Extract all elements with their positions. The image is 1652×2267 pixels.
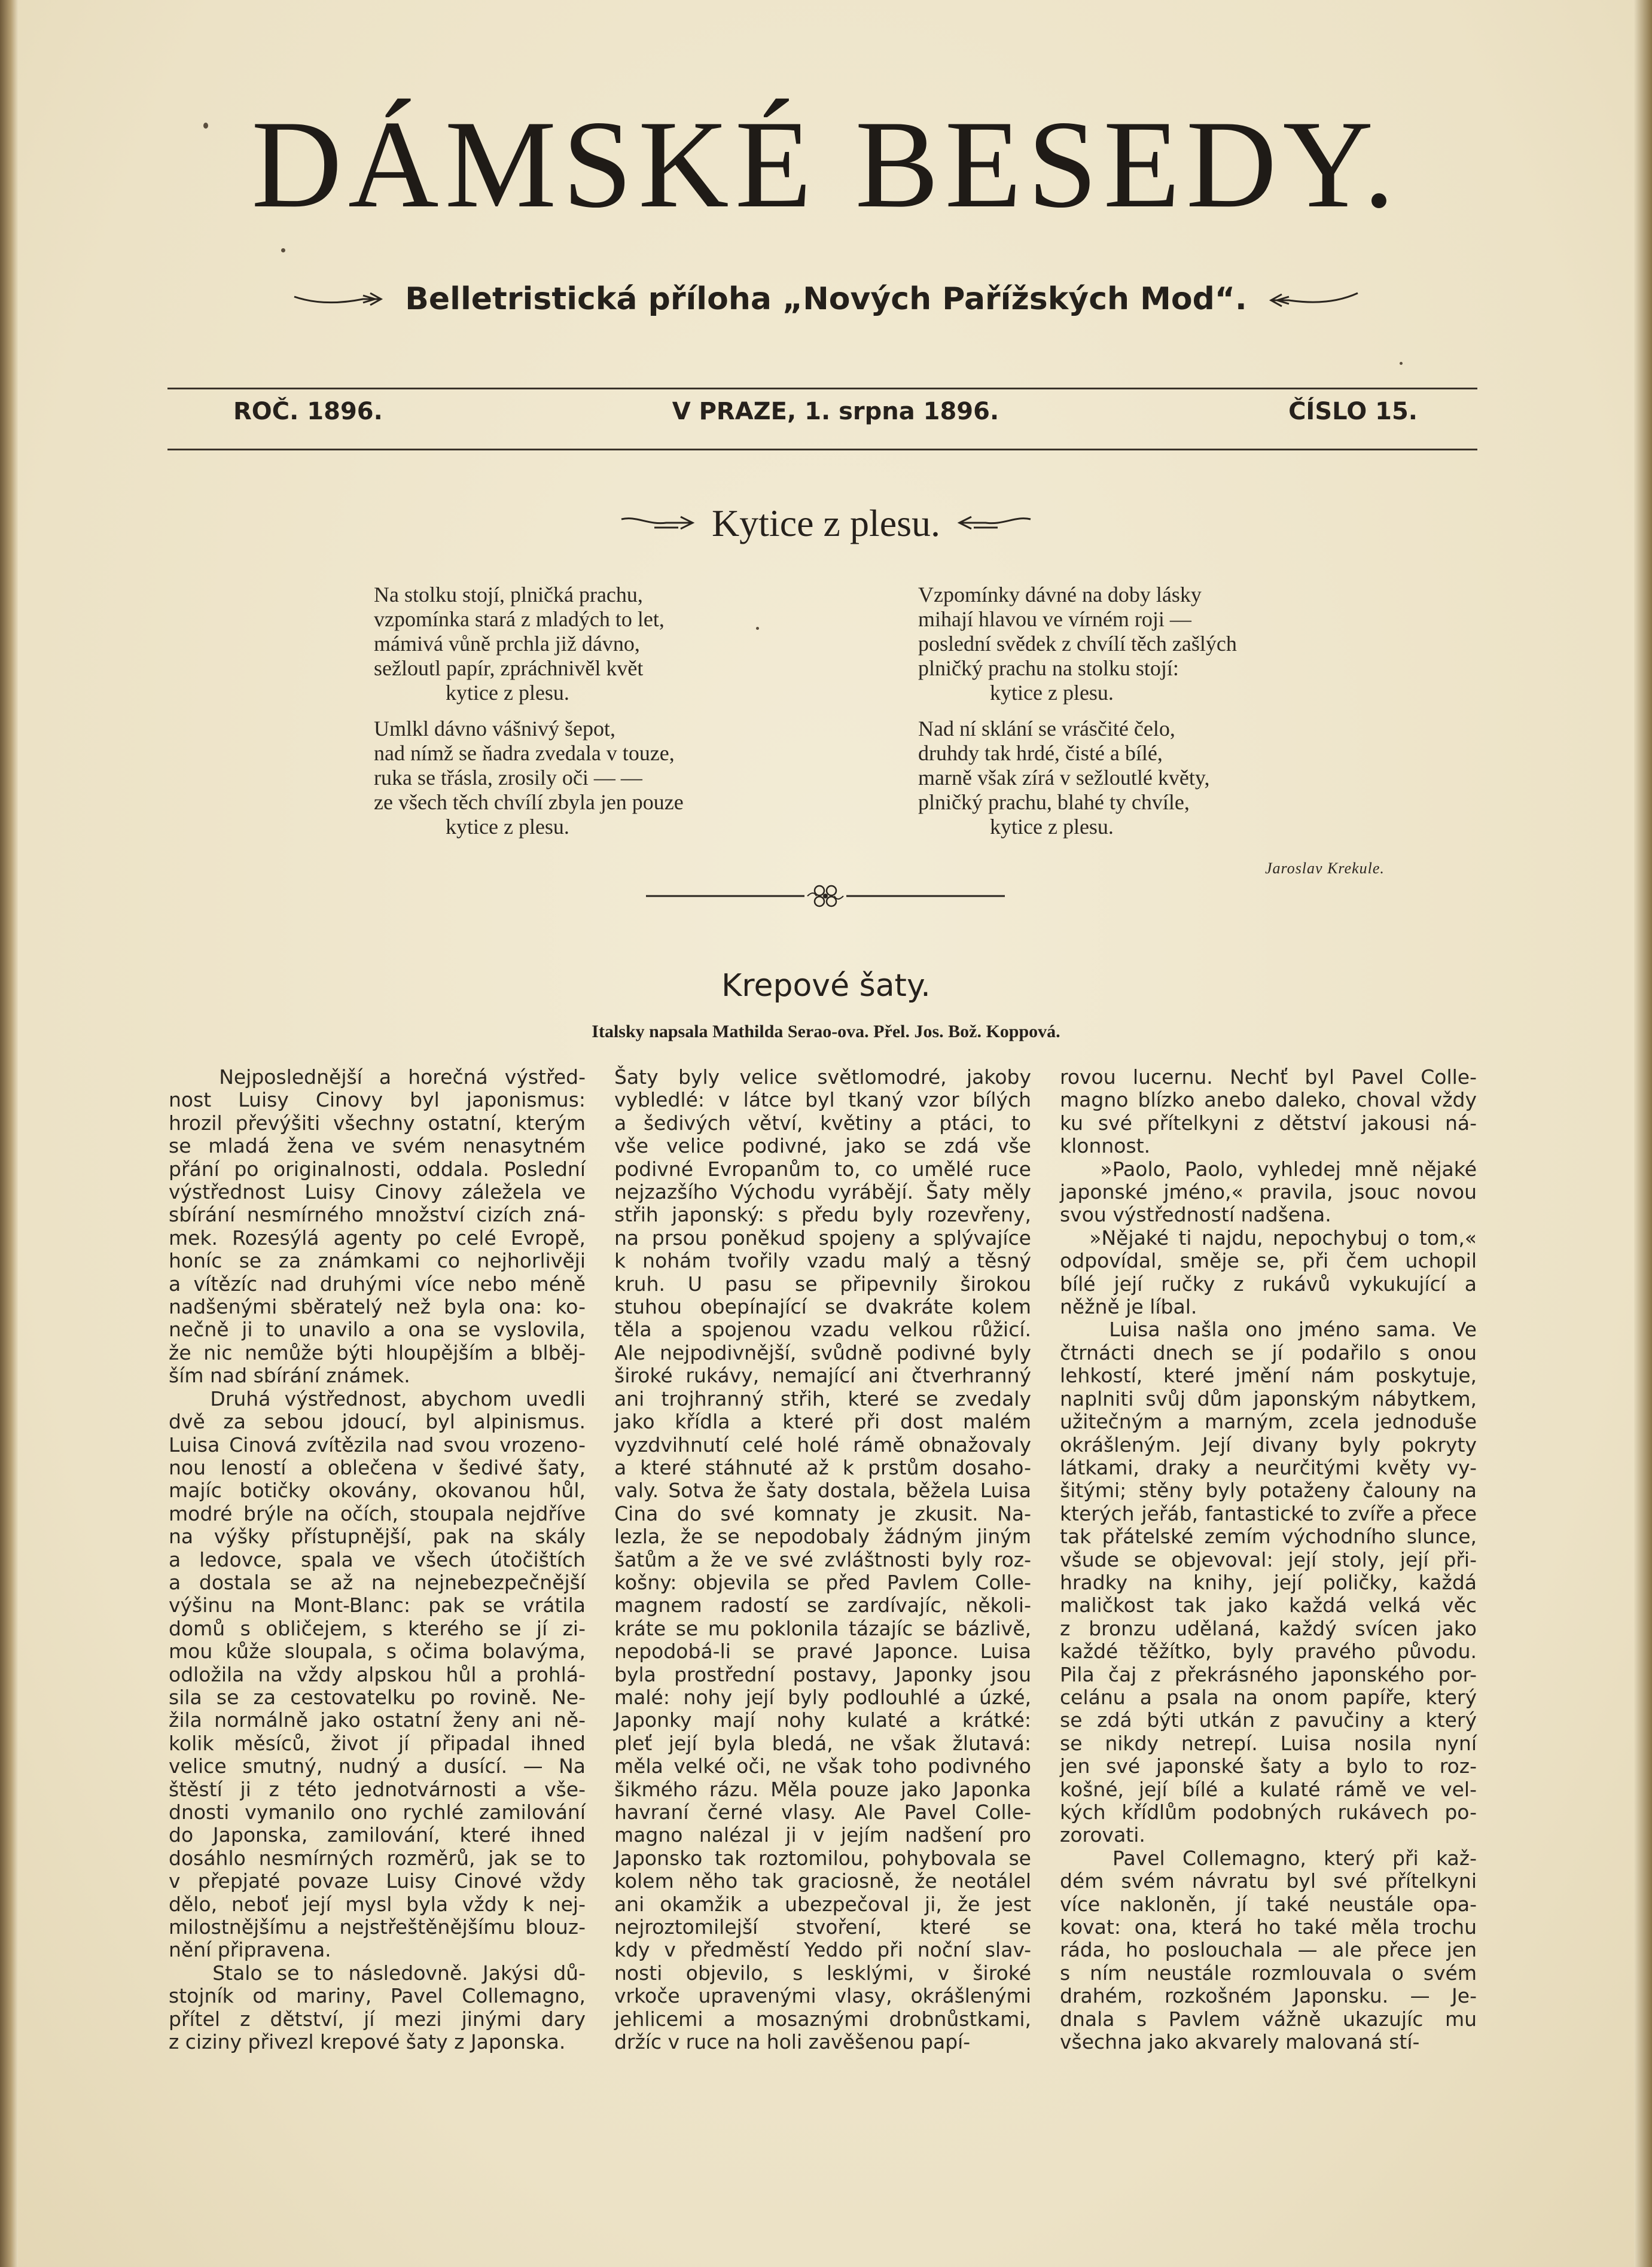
paper-speck [1400,362,1403,365]
story-line: zorovati. [1060,1823,1145,1847]
story-line: ku své přítelkyni z dětství jakousi ná- [1060,1111,1477,1135]
story-line: užitečným a marným, zcela jednoduše [1060,1410,1477,1434]
story-line: nění připravena. [169,1938,331,1962]
story-line: milostnějšímu a nejstřeštěnějšímu blouz- [169,1915,586,1939]
story-line: držíc v ruce na holi zavěšenou papí- [614,2030,971,2054]
story-title: Krepové šaty. [721,968,931,1004]
story-line: látkami, draky a neurčitými květy vy- [1060,1455,1477,1479]
story-line: těla a spojenou vzadu velkou růžicí. [614,1318,1031,1342]
story-line: ráda, ho poslouchala — ale přece jen [1060,1938,1477,1962]
story-line: byla prostřední postavy, Japonky jsou [614,1662,1031,1686]
story-line: všude se objevoval: její stoly, její při- [1060,1547,1477,1571]
left-flourish-icon [291,287,387,311]
story-line: na výšky přístupnější, pak na skály [169,1525,586,1549]
story-line: hradky na knihy, její poličky, každá [1060,1570,1477,1594]
verse-refrain: kytice z plesu. [446,681,569,705]
story-line: japonské jméno,« pravila, jsouc novou [1060,1180,1477,1204]
paper-speck [281,248,285,252]
story-line: každé těžítko, byly pravého původu. [1060,1640,1477,1663]
story-line: a dostala se až na nejnebezpečnější [169,1570,586,1594]
story-line: rovou lucernu. Nechť byl Pavel Colle- [1060,1065,1477,1089]
story-line: nou leností a oblečena v šedivé šaty, [169,1455,586,1479]
story-line: kých křídlům podobných rukávech po- [1060,1800,1477,1824]
right-flourish-icon [1265,287,1361,311]
story-line: magno nalézal ji v jejím nadšení pro [614,1823,1031,1847]
story-line: nečně ji to unavilo a ona se vyslovila, [169,1318,586,1342]
story-line: žila normálně jako ostatní ženy ani ně- [169,1708,586,1732]
story-line: vše velice podivné, jako se zdá vše [614,1134,1031,1158]
story-line: k nohám tvořily vzadu malý a těsný [614,1249,1031,1273]
story-line: střih japonský: s předu byly rozevřeny, [614,1203,1031,1227]
verse-line: Vzpomínky dávné na doby lásky [918,583,1202,607]
story-line: ším nad sbírání známek. [169,1364,410,1388]
story-line: nejroztomilejší stvoření, které se [614,1915,1031,1939]
story-line: a které stáhnuté až k prstům dosaho- [614,1455,1031,1479]
year-label: ROČ. 1896. [233,398,383,425]
story-line: odložila na vždy alpskou hůl a prohlá- [169,1662,586,1686]
story-line: výstřednost Luisy Cinovy záležela ve [169,1180,586,1204]
story-line: pleť její byla bledá, ne však žlutavá: [614,1731,1031,1755]
story-line: »Paolo, Paolo, vyhledej mně nějaké [1060,1157,1477,1181]
story-line: nepodobá-li se pravé Japonce. Luisa [614,1640,1031,1663]
poem-title: Kytice z plesu. [711,502,941,544]
story-line: magno blízko anebo daleko, choval vždy [1060,1088,1477,1112]
story-line: velice smutný, nudný a dusící. — Na [169,1754,586,1778]
story-column-1 [169,1066,586,2053]
story-line: lehkostí, které jmění nám poskytuje, [1060,1364,1477,1388]
story-line: jen své japonské šaty a bylo to roz- [1060,1754,1477,1778]
story-line: něžně je líbal. [1060,1295,1197,1319]
issue-info-row [233,398,1418,425]
story-line: šikmého rázu. Měla pouze jako Japonka [614,1777,1031,1801]
poem-left-flourish-icon [618,513,696,534]
story-line: domů s obličejem, s kterého se jí zi- [169,1616,586,1640]
story-line: honíc se za známkami co nejhorlivěji [169,1249,586,1273]
verse-refrain: kytice z plesu. [446,815,569,839]
story-line: sbírání nesmírného množství cizích zná- [169,1203,586,1227]
story-line: v přepjaté povaze Luisy Cinové vždy [169,1869,586,1893]
story-line: celánu a psala na onom papíře, který [1060,1685,1477,1709]
story-line: sila se za cestovatelku po rovině. Ne- [169,1685,586,1709]
story-line: majíc botičky okovány, okovanou hůl, [169,1479,586,1503]
verse-line: sežloutl papír, zpráchnivěl květ [374,656,644,680]
story-line: měla velké oči, ne však toho podivného [614,1754,1031,1778]
story-byline: Italsky napsala Mathilda Serao-ova. Přel. Jos. Bož. Koppová. [592,1022,1060,1041]
poem-title-row [0,501,1652,546]
story-line: do Japonska, zamilování, které ihned [169,1823,586,1847]
story-line: kráte se mu poklonila tázajíc se bázlivě, [614,1616,1031,1640]
story-line: štěstí ji z této jednotvárnosti a vše- [169,1777,586,1801]
story-line: kolik měsíců, život jí připadal ihned [169,1731,586,1755]
verse-line: nad nímž se ňadra zvedala v touze, [374,741,675,765]
story-line: košné, její bílé a kulaté rámě ve vel- [1060,1777,1477,1801]
story-line: jako křídla a které při dost malém [614,1410,1031,1434]
verse-refrain: kytice z plesu. [990,815,1114,839]
story-line: jehlicemi a mosaznými drobnůstkami, [614,2007,1031,2031]
story-line: Japonsko tak roztomilou, pohybovala se [614,1846,1031,1870]
story-line: Luisa Cinová zvítězila nad svou vrozeno- [169,1433,586,1457]
page-edge-right [1634,0,1652,2267]
story-line: Japonky mají nohy kulaté a krátké: [614,1708,1031,1732]
story-line: z ciziny přivezl krepové šaty z Japonska. [169,2030,566,2054]
binding-edge-left [0,0,18,2267]
verse-line: poslední svědek z chvílí těch zašlých [918,632,1237,656]
subtitle: Belletristická příloha „Nových Pařížských Mod“. [405,281,1247,317]
story-line: podivné Evropanům to, co umělé ruce [614,1157,1031,1181]
story-line: mek. Rozesýlá agenty po celé Evropě, [169,1226,586,1250]
story-line: Stalo se to následovně. Jakýsi dů- [169,1961,586,1985]
poem-right-flourish-icon [956,513,1034,534]
story-line: dvě za sebou jdoucí, byl alpinismus. [169,1410,586,1434]
story-line: široké rukávy, nemající ani čtverhranný [614,1364,1031,1388]
issue-number-label: ČÍSLO 15. [1288,398,1418,425]
verse-line: ruka se třásla, zrosily oči — — [374,766,642,790]
masthead-title: DÁMSKÉ BESEDY. [251,95,1401,234]
story-line: přítel z dětství, jí mezi jinými dary [169,2007,586,2031]
verse-refrain: kytice z plesu. [990,681,1114,705]
story-line: mou kůže sloupala, s očima bolavýma, [169,1640,586,1663]
story-line: »Nějaké ti najdu, nepochybuj o tom,« [1060,1226,1477,1250]
story-line: lezla, že se nepodobaly žádným jiným [614,1525,1031,1549]
story-line: valy. Sotva že šaty dostala, běžela Luisa [614,1479,1031,1503]
verse-line: Na stolku stojí, plničká prachu, [374,583,643,607]
story-line: Šaty byly velice světlomodré, jakoby [614,1065,1031,1089]
story-line: Cina do své komnaty je zkusit. Na- [614,1501,1031,1525]
story-line: kovat: ona, která ho také měla trochu [1060,1915,1477,1939]
poem-stanza-4 [918,717,1209,839]
poem-stanza-3 [918,583,1237,705]
story-line: hrozil převýšiti všechny ostatní, kterým [169,1111,586,1135]
place-date-label: V PRAZE, 1. srpna 1896. [672,398,999,425]
story-column-3 [1060,1066,1477,2053]
story-line: z bronzu udělaná, každý svícen jako [1060,1616,1477,1640]
story-line: a vítězíc nad druhými více nebo méně [169,1272,586,1296]
story-line: ani trojhranný střih, které se zvedaly [614,1387,1031,1410]
verse-line: plničký prachu na stolku stojí: [918,656,1179,680]
header-rule-top [167,388,1477,389]
story-line: stuhou obepínající se dvakráte kolem [614,1295,1031,1319]
story-line: s ním neustále rozmlouvala o svém [1060,1961,1477,1985]
story-line: se zdá býti utkán z pavučiny a který [1060,1708,1477,1732]
story-line: na prsou poněkud spojeny a splývajíce [614,1226,1031,1250]
story-line: čtrnácti dnech se jí podařilo s onou [1060,1340,1477,1364]
subtitle-row [0,281,1652,317]
poem-stanza-2 [374,717,684,839]
poem-stanza-1 [374,583,665,705]
paper-speck [203,123,208,129]
story-line: havraní černé vlasy. Ale Pavel Colle- [614,1800,1031,1824]
verse-line: Umlkl dávno vášnivý šepot, [374,717,615,741]
verse-line: marně však zírá v sežloutlé květy, [918,766,1210,790]
header-rule-bottom [167,449,1477,450]
verse-line: ze všech těch chvílí zbyla jen pouze [374,790,684,814]
story-line: Pila čaj z překrásného japonského por- [1060,1662,1477,1686]
verse-line: Nad ní sklání se vrásčité čelo, [918,717,1175,741]
story-line: že nic nemůže býti hloupějším a blběj- [169,1340,586,1364]
story-line: kdy v předměstí Yeddo při noční slav- [614,1938,1031,1962]
story-line: nejzazšího Východu vyrábějí. Šaty měly [614,1180,1031,1204]
story-line: stojník od mariny, Pavel Collemagno, [169,1984,586,2008]
story-line: se mladá žena ve svém nenasytném [169,1134,586,1158]
story-line: Pavel Collemagno, který při kaž- [1060,1846,1477,1870]
story-line: Druhá výstřednost, abychom uvedli [169,1387,586,1410]
story-line: modré brýle na očích, stoupala nejdříve [169,1501,586,1525]
story-line: kruh. U pasu se připevnily širokou [614,1272,1031,1296]
paper-speck [756,627,759,630]
story-line: kolem něho tak graciosně, že neotálel [614,1869,1031,1893]
story-line: a ledovce, spala ve všech útočištích [169,1547,586,1571]
story-line: Ale nejpodivnější, svůdně podivné byly [614,1340,1031,1364]
story-line: svou výstředností nadšena. [1060,1203,1331,1227]
story-line: magnem radostí se zardívajíc, několi- [614,1593,1031,1617]
story-line: a šedivých větví, květiny a ptáci, to [614,1111,1031,1135]
story-column-2 [614,1066,1031,2053]
story-line: výšinu na Mont-Blanc: pak se vrátila [169,1593,586,1617]
story-line: šatům a že ve své zvláštnosti byly roz- [614,1547,1031,1571]
verse-line: mámivá vůně prchla již dávno, [374,632,640,656]
story-line: nost Luisy Cinovy byl japonismus: [169,1088,586,1112]
verse-line: druhdy tak hrdé, čisté a bílé, [918,741,1163,765]
verse-line: plničký prachu, blahé ty chvíle, [918,790,1190,814]
verse-line: mihají hlavou ve vírném roji — [918,607,1191,631]
story-line: klonnost. [1060,1134,1151,1158]
story-line: košny: objevila se před Pavlem Colle- [614,1570,1031,1594]
poem-author: Jaroslav Krekule. [1265,860,1385,877]
story-line: tak přátelské zemím východního slunce, [1060,1525,1477,1549]
story-line: Nejposlednější a horečná výstřed- [169,1065,586,1089]
story-line: dělo, neboť její mysl byla vždy k nej- [169,1892,586,1916]
story-line: přání po originalnosti, oddala. Poslední [169,1157,586,1181]
story-line: vyzdvihnutí celé holé rámě obnažovaly [614,1433,1031,1457]
story-line: okrášleným. Její divany byly pokryty [1060,1433,1477,1457]
story-line: vrkoče upravenými vlasy, okrášlenými [614,1984,1031,2008]
story-line: více nakloněn, jí také neustále opa- [1060,1892,1477,1916]
story-line: vybledlé: v látce byl tkaný vzor bílých [614,1088,1031,1112]
story-line: dnosti vymanilo ono rychlé zamilování [169,1800,586,1824]
story-line: nadšenými sběratelý než byla ona: ko- [169,1295,586,1319]
story-line: drahém, rozkošném Japonsku. — Je- [1060,1984,1477,2008]
story-line: dosáhlo nesmírných rozměrů, jak se to [169,1846,586,1870]
story-line: bílé její ručky z rukávů vykukující a [1060,1272,1477,1296]
story-line: šitými; stěny byly potaženy čalouny na [1060,1479,1477,1503]
story-line: kterých jeřáb, fantastické to zvíře a přece [1060,1501,1477,1525]
story-line: ani okamžik a ubezpečoval ji, že jest [614,1892,1031,1916]
story-line: dém svém návratu byl své přítelkyni [1060,1869,1477,1893]
story-line: odpovídal, směje se, při čem uchopil [1060,1249,1477,1273]
story-line: nosti objevilo, s lesklými, v široké [614,1961,1031,1985]
story-line: dnala s Pavlem vážně ukazujíc mu [1060,2007,1477,2031]
story-line: naplniti svůj dům japonským nábytkem, [1060,1387,1477,1410]
story-line: se nikdy netrepí. Luisa nosila nyní [1060,1731,1477,1755]
story-line: Luisa našla ono jméno sama. Ve [1060,1318,1477,1342]
verse-line: vzpomínka stará z mladých to let, [374,607,665,631]
story-line: všechna jako akvarely malovaná stí- [1060,2030,1420,2054]
story-line: malé: nohy její byly podlouhlé a úzké, [614,1685,1031,1709]
ornament-divider-icon [646,881,1005,911]
story-line: maličkost tak jako každá velká věc [1060,1593,1477,1617]
